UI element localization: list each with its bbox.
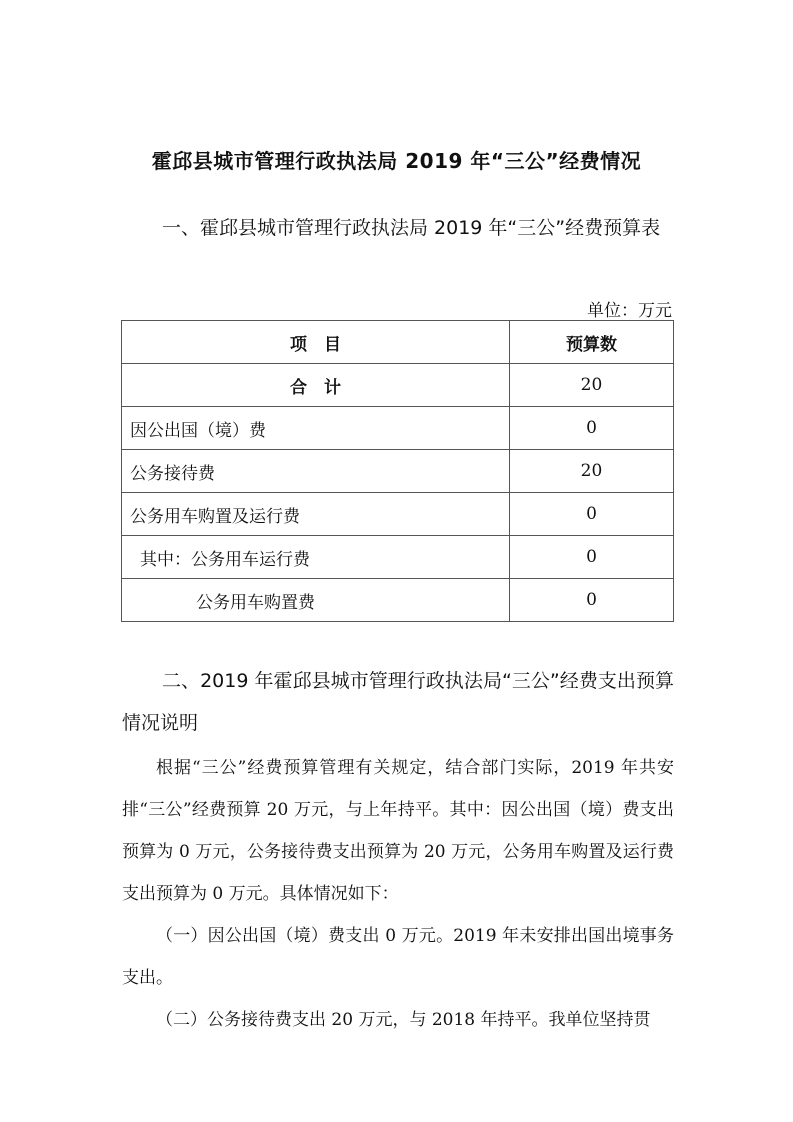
row-value: 0 <box>510 493 674 536</box>
unit-label: 单位：万元 <box>587 301 672 321</box>
paragraph: 根据“三公”经费预算管理有关规定，结合部门实际，2019 年共安排“三公”经费预算 20 万元，与上年持平。其中：因公出国（境）费支出预算为 0 万元，公务接待费支出预算为 20 万元，公务用车购置及运行费支出预算为 0 万元。具体情况如下： <box>122 758 674 904</box>
row-label: 公务用车购置及运行费 <box>122 493 510 536</box>
row-value: 0 <box>510 407 674 450</box>
body-text <box>122 747 674 1041</box>
table-row <box>122 493 674 536</box>
paragraph: （一）因公出国（境）费支出 0 万元。2019 年未安排出国出境事务支出。 <box>122 926 674 988</box>
section-heading-1: 一、霍邱县城市管理行政执法局 2019 年“三公”经费预算表 <box>162 217 661 239</box>
row-label: 公务用车购置费 <box>122 579 510 622</box>
row-label-total: 合 计 <box>122 364 510 407</box>
row-value-total: 20 <box>510 364 674 407</box>
table-row <box>122 579 674 622</box>
page-title: 霍邱县城市管理行政执法局 2019 年“三公”经费情况 <box>151 149 642 173</box>
row-value: 20 <box>510 450 674 493</box>
column-header-item: 项 目 <box>122 321 510 364</box>
table-row <box>122 536 674 579</box>
row-label: 其中：公务用车运行费 <box>122 536 510 579</box>
budget-table <box>121 320 674 622</box>
table-row <box>122 450 674 493</box>
table-header-row <box>122 321 674 364</box>
paragraph: （二）公务接待费支出 20 万元，与 2018 年持平。我单位坚持贯 <box>156 1010 651 1030</box>
row-value: 0 <box>510 536 674 579</box>
table-row <box>122 407 674 450</box>
table-row <box>122 364 674 407</box>
row-label: 公务接待费 <box>122 450 510 493</box>
row-label: 因公出国（境）费 <box>122 407 510 450</box>
section-heading-2: 二、2019 年霍邱县城市管理行政执法局“三公”经费支出预算情况说明 <box>122 670 674 734</box>
column-header-budget: 预算数 <box>510 321 674 364</box>
row-value: 0 <box>510 579 674 622</box>
